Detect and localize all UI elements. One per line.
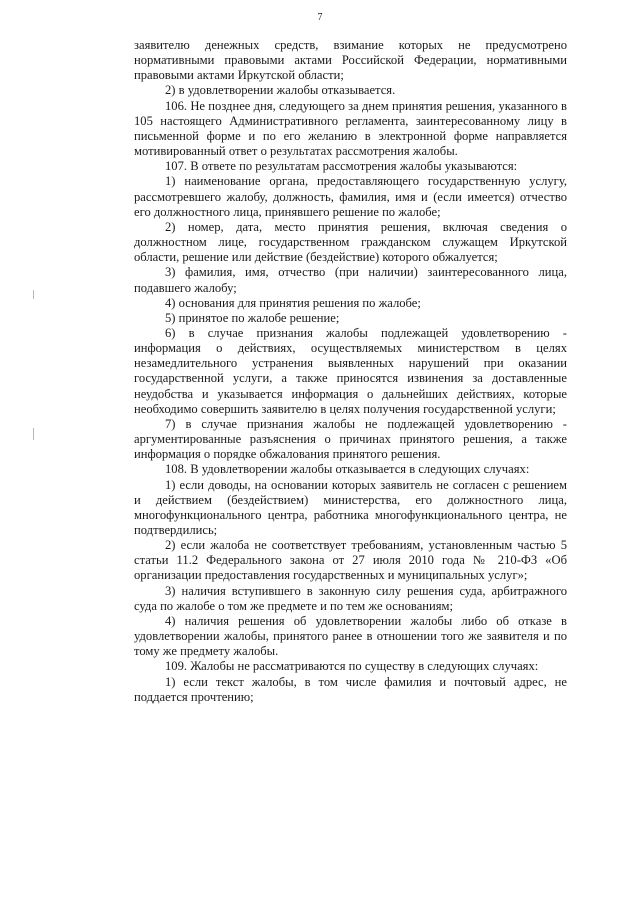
paragraph: 107. В ответе по результатам рассмотрения жалобы указываются: (165, 159, 518, 174)
document-body (134, 38, 567, 705)
paragraph: 1) если текст жалобы, в том числе фамилия и почтовый адрес, не поддается прочтению; (134, 674, 567, 704)
paragraph: 4) наличия решения об удовлетворении жалобы либо об отказе в удовлетворении жалобы, принятого ранее в отношении того же заявителя и по тому же предмету жалобы. (134, 613, 567, 659)
paragraph: 2) если жалоба не соответствует требованиям, установленным частью 5 статьи 11.2 Федерального закона от 27 июля 2010 года № 210-ФЗ «Об организации предоставления государственных и муниципальных услуг»; (134, 538, 567, 583)
paragraph: 6) в случае признания жалобы подлежащей удовлетворению - информация о действиях, осуществляемых министерством в целях незамедлительного устранения выявленных нарушений при оказании государственной услуги, а также приносятся извинения за доставленные неудобства и указывается информация о дальнейших действиях, которые необходимо совершить заявителю в целях получения государственной услуги; (134, 325, 567, 416)
paragraph: 108. В удовлетворении жалобы отказывается в следующих случаях: (165, 462, 530, 477)
paragraph: 4) основания для принятия решения по жалобе; (165, 295, 421, 310)
paragraph: 109. Жалобы не рассматриваются по существу в следующих случаях: (165, 659, 539, 674)
paragraph: 3) фамилия, имя, отчество (при наличии) заинтересованного лица, подавшего жалобу; (134, 265, 567, 295)
paragraph: 7) в случае признания жалобы не подлежащей удовлетворению - аргументированные разъяснения о причинах принятого решения, а также информация о порядке обжалования принятого решения. (134, 416, 567, 462)
paragraph: 1) наименование органа, предоставляющего государственную услугу, рассмотревшего жалобу, должность, фамилия, имя и (если имеется) отчество его должностного лица, принявшего решение по жалобе; (134, 174, 567, 219)
paragraph: 106. Не позднее дня, следующего за днем принятия решения, указанного в 105 настоящего Административного регламента, заинтересованному лицу в письменной форме и по его желанию в электронной форме направляется мотивированный ответ о результатах рассмотрения жалобы. (134, 98, 567, 159)
page-number: 7 (317, 12, 323, 23)
paragraph: 1) если доводы, на основании которых заявитель не согласен с решением и действием (бездействием) министерства, его должностного лица, многофункционального центра, работника многофункционального центра, не подтвердились; (134, 477, 567, 537)
margin-scan-mark (33, 290, 34, 299)
paragraph: 2) в удовлетворении жалобы отказывается. (165, 83, 396, 98)
paragraph: 2) номер, дата, место принятия решения, включая сведения о должностном лице, государственном гражданском служащем Иркутской области, решение или действие (бездействие) которого обжалуется; (134, 219, 567, 265)
paragraph: 5) принятое по жалобе решение; (165, 310, 340, 325)
paragraph: 3) наличия вступившего в законную силу решения суда, арбитражного суда по жалобе о том же предмете и по тем же основаниям; (134, 583, 567, 613)
paragraph: заявителю денежных средств, взимание которых не предусмотрено нормативными правовыми актами Российской Федерации, нормативными правовыми актами Иркутской области; (134, 38, 567, 83)
margin-scan-mark (33, 428, 34, 440)
